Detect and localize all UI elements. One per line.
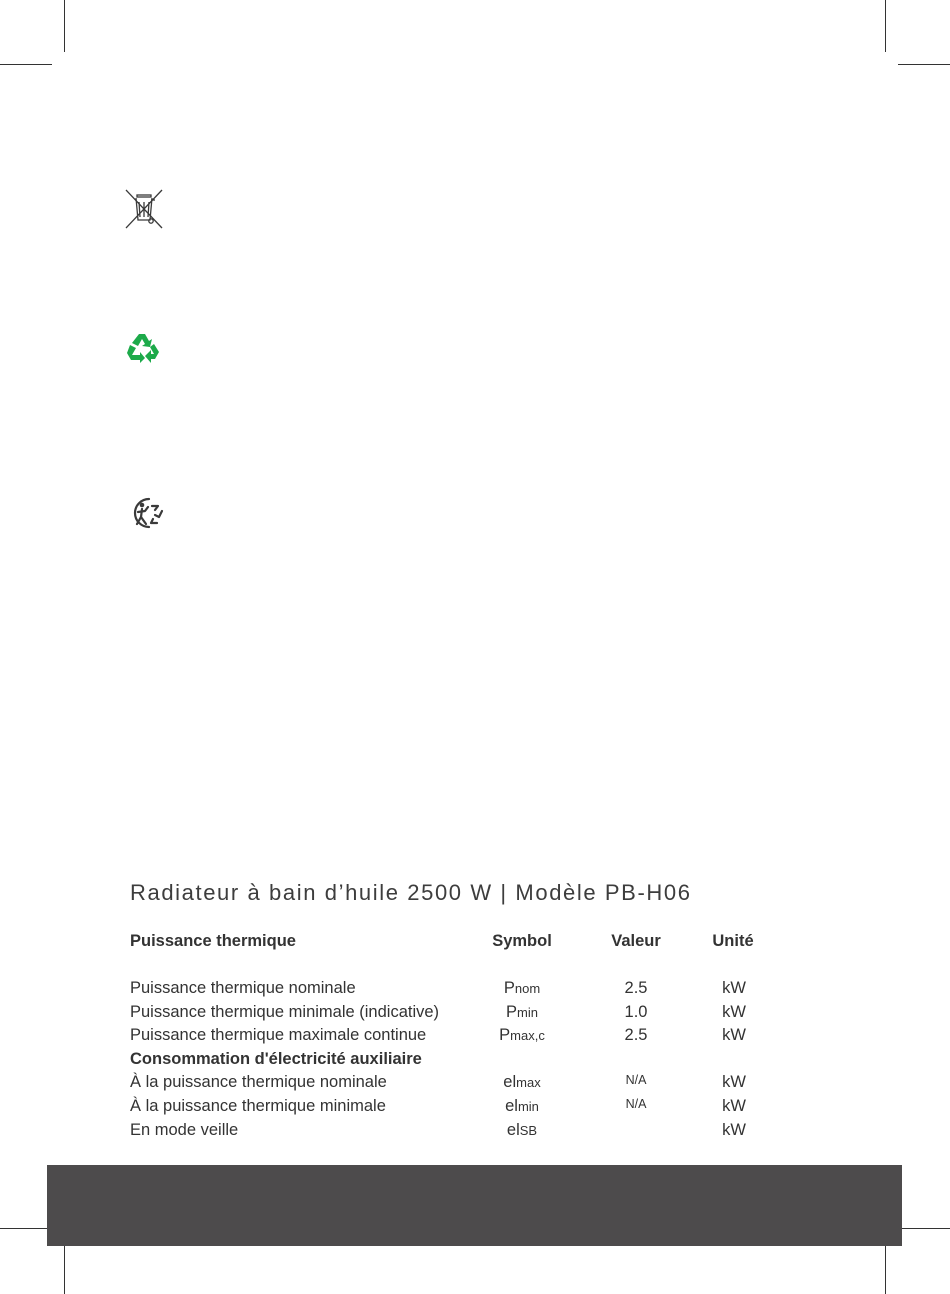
crop-mark xyxy=(64,1242,65,1294)
table-row xyxy=(130,1026,770,1050)
header-symbol: Symbol xyxy=(492,932,552,950)
footer-band xyxy=(47,1165,902,1246)
crop-mark xyxy=(898,64,950,65)
row-label: Puissance thermique maximale continue xyxy=(130,1026,427,1045)
row-label: À la puissance thermique minimale xyxy=(130,1096,386,1115)
header-unit: Unité xyxy=(712,932,754,950)
crop-mark xyxy=(898,1228,950,1229)
row-unit: kW xyxy=(722,1002,746,1021)
header-label: Puissance thermique xyxy=(130,932,296,950)
section-heading xyxy=(130,1050,770,1074)
section-label: Consommation d'électricité auxiliaire xyxy=(130,1049,422,1068)
row-symbol: Pmax,c xyxy=(499,1026,545,1045)
crop-mark xyxy=(885,1242,886,1294)
row-value: N/A xyxy=(625,1073,647,1088)
table-row xyxy=(130,1121,770,1145)
row-value: N/A xyxy=(625,1096,647,1111)
row-symbol: elmax xyxy=(503,1073,541,1092)
row-unit: kW xyxy=(722,1073,746,1092)
spec-table xyxy=(130,932,770,1144)
row-value: 1.0 xyxy=(624,1002,648,1021)
product-title: Radiateur à bain d’huile 2500 W | Modèle PB-H06 xyxy=(130,880,692,905)
crop-mark xyxy=(885,0,886,52)
crop-mark xyxy=(0,64,52,65)
row-label: En mode veille xyxy=(130,1120,239,1139)
table-header xyxy=(130,932,770,956)
row-symbol: elSB xyxy=(506,1120,538,1139)
table-row xyxy=(130,1073,770,1097)
row-label: À la puissance thermique nominale xyxy=(130,1073,387,1092)
table-row xyxy=(130,1097,770,1121)
row-unit: kW xyxy=(722,979,746,997)
row-unit: kW xyxy=(722,1026,746,1045)
row-unit: kW xyxy=(722,1120,746,1139)
row-label: Puissance thermique minimale (indicative) xyxy=(130,1002,440,1021)
row-symbol: elmin xyxy=(505,1096,539,1115)
crop-mark xyxy=(64,0,65,52)
crossed-out-wheelie-bin-icon xyxy=(124,188,164,230)
row-value: 2.5 xyxy=(624,1026,648,1045)
table-row xyxy=(130,1003,770,1027)
triman-icon xyxy=(129,496,165,530)
row-label: Puissance thermique nominale xyxy=(130,979,356,997)
row-symbol: Pmin xyxy=(506,1002,538,1021)
row-value: 2.5 xyxy=(624,979,648,997)
row-symbol: Pnom xyxy=(503,979,541,997)
crop-mark xyxy=(0,1228,52,1229)
recycle-icon xyxy=(126,332,160,364)
table-row xyxy=(130,979,770,1003)
header-value: Valeur xyxy=(611,932,661,950)
row-unit: kW xyxy=(722,1096,746,1115)
